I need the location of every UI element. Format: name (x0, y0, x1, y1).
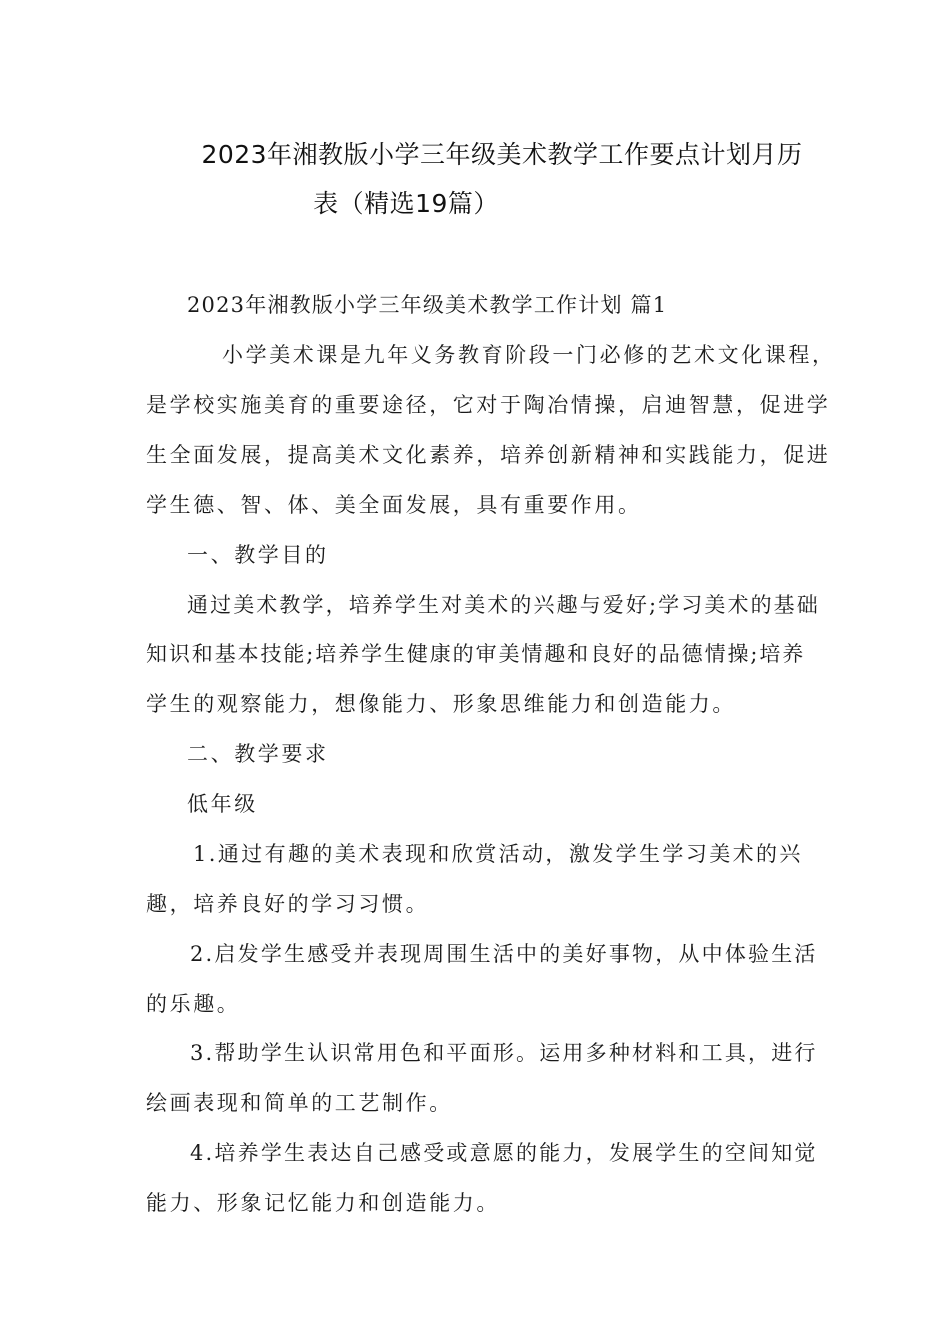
list-item-line: 趣，培养良好的学习习惯。 (146, 892, 430, 916)
grade-label: 低年级 (187, 792, 258, 816)
document-title-line-1: 2023年湘教版小学三年级美术教学工作要点计划月历 (201, 140, 803, 169)
list-item-line: 的乐趣。 (146, 992, 241, 1016)
paragraph-line: 学生德、智、体、美全面发展，具有重要作用。 (146, 493, 642, 517)
list-item-line: 2.启发学生感受并表现周围生活中的美好事物，从中体验生活 (190, 942, 818, 966)
requirements-heading: 二、教学要求 (187, 742, 329, 766)
paragraph-line: 通过美术教学，培养学生对美术的兴趣与爱好;学习美术的基础 (187, 593, 820, 617)
list-item-line: 1.通过有趣的美术表现和欣赏活动，激发学生学习美术的兴 (193, 842, 803, 866)
goals-heading: 一、教学目的 (187, 543, 329, 567)
paragraph-line: 小学美术课是九年义务教育阶段一门必修的艺术文化课程， (222, 343, 836, 367)
paragraph-line: 学生的观察能力，想像能力、形象思维能力和创造能力。 (146, 692, 736, 716)
paragraph-line: 生全面发展，提高美术文化素养，培养创新精神和实践能力，促进 (146, 443, 831, 467)
document-title-line-2: 表（精选19篇） (313, 189, 499, 218)
list-item-line: 4.培养学生表达自己感受或意愿的能力，发展学生的空间知觉 (190, 1141, 818, 1165)
paragraph-line: 是学校实施美育的重要途径，它对于陶冶情操，启迪智慧，促进学 (146, 393, 831, 417)
list-item-line: 能力、形象记忆能力和创造能力。 (146, 1191, 500, 1215)
paragraph-line: 知识和基本技能;培养学生健康的审美情趣和良好的品德情操;培养 (146, 642, 806, 666)
list-item-line: 3.帮助学生认识常用色和平面形。运用多种材料和工具，进行 (190, 1041, 818, 1065)
section-heading: 2023年湘教版小学三年级美术教学工作计划 篇1 (187, 293, 668, 317)
list-item-line: 绘画表现和简单的工艺制作。 (146, 1091, 453, 1115)
